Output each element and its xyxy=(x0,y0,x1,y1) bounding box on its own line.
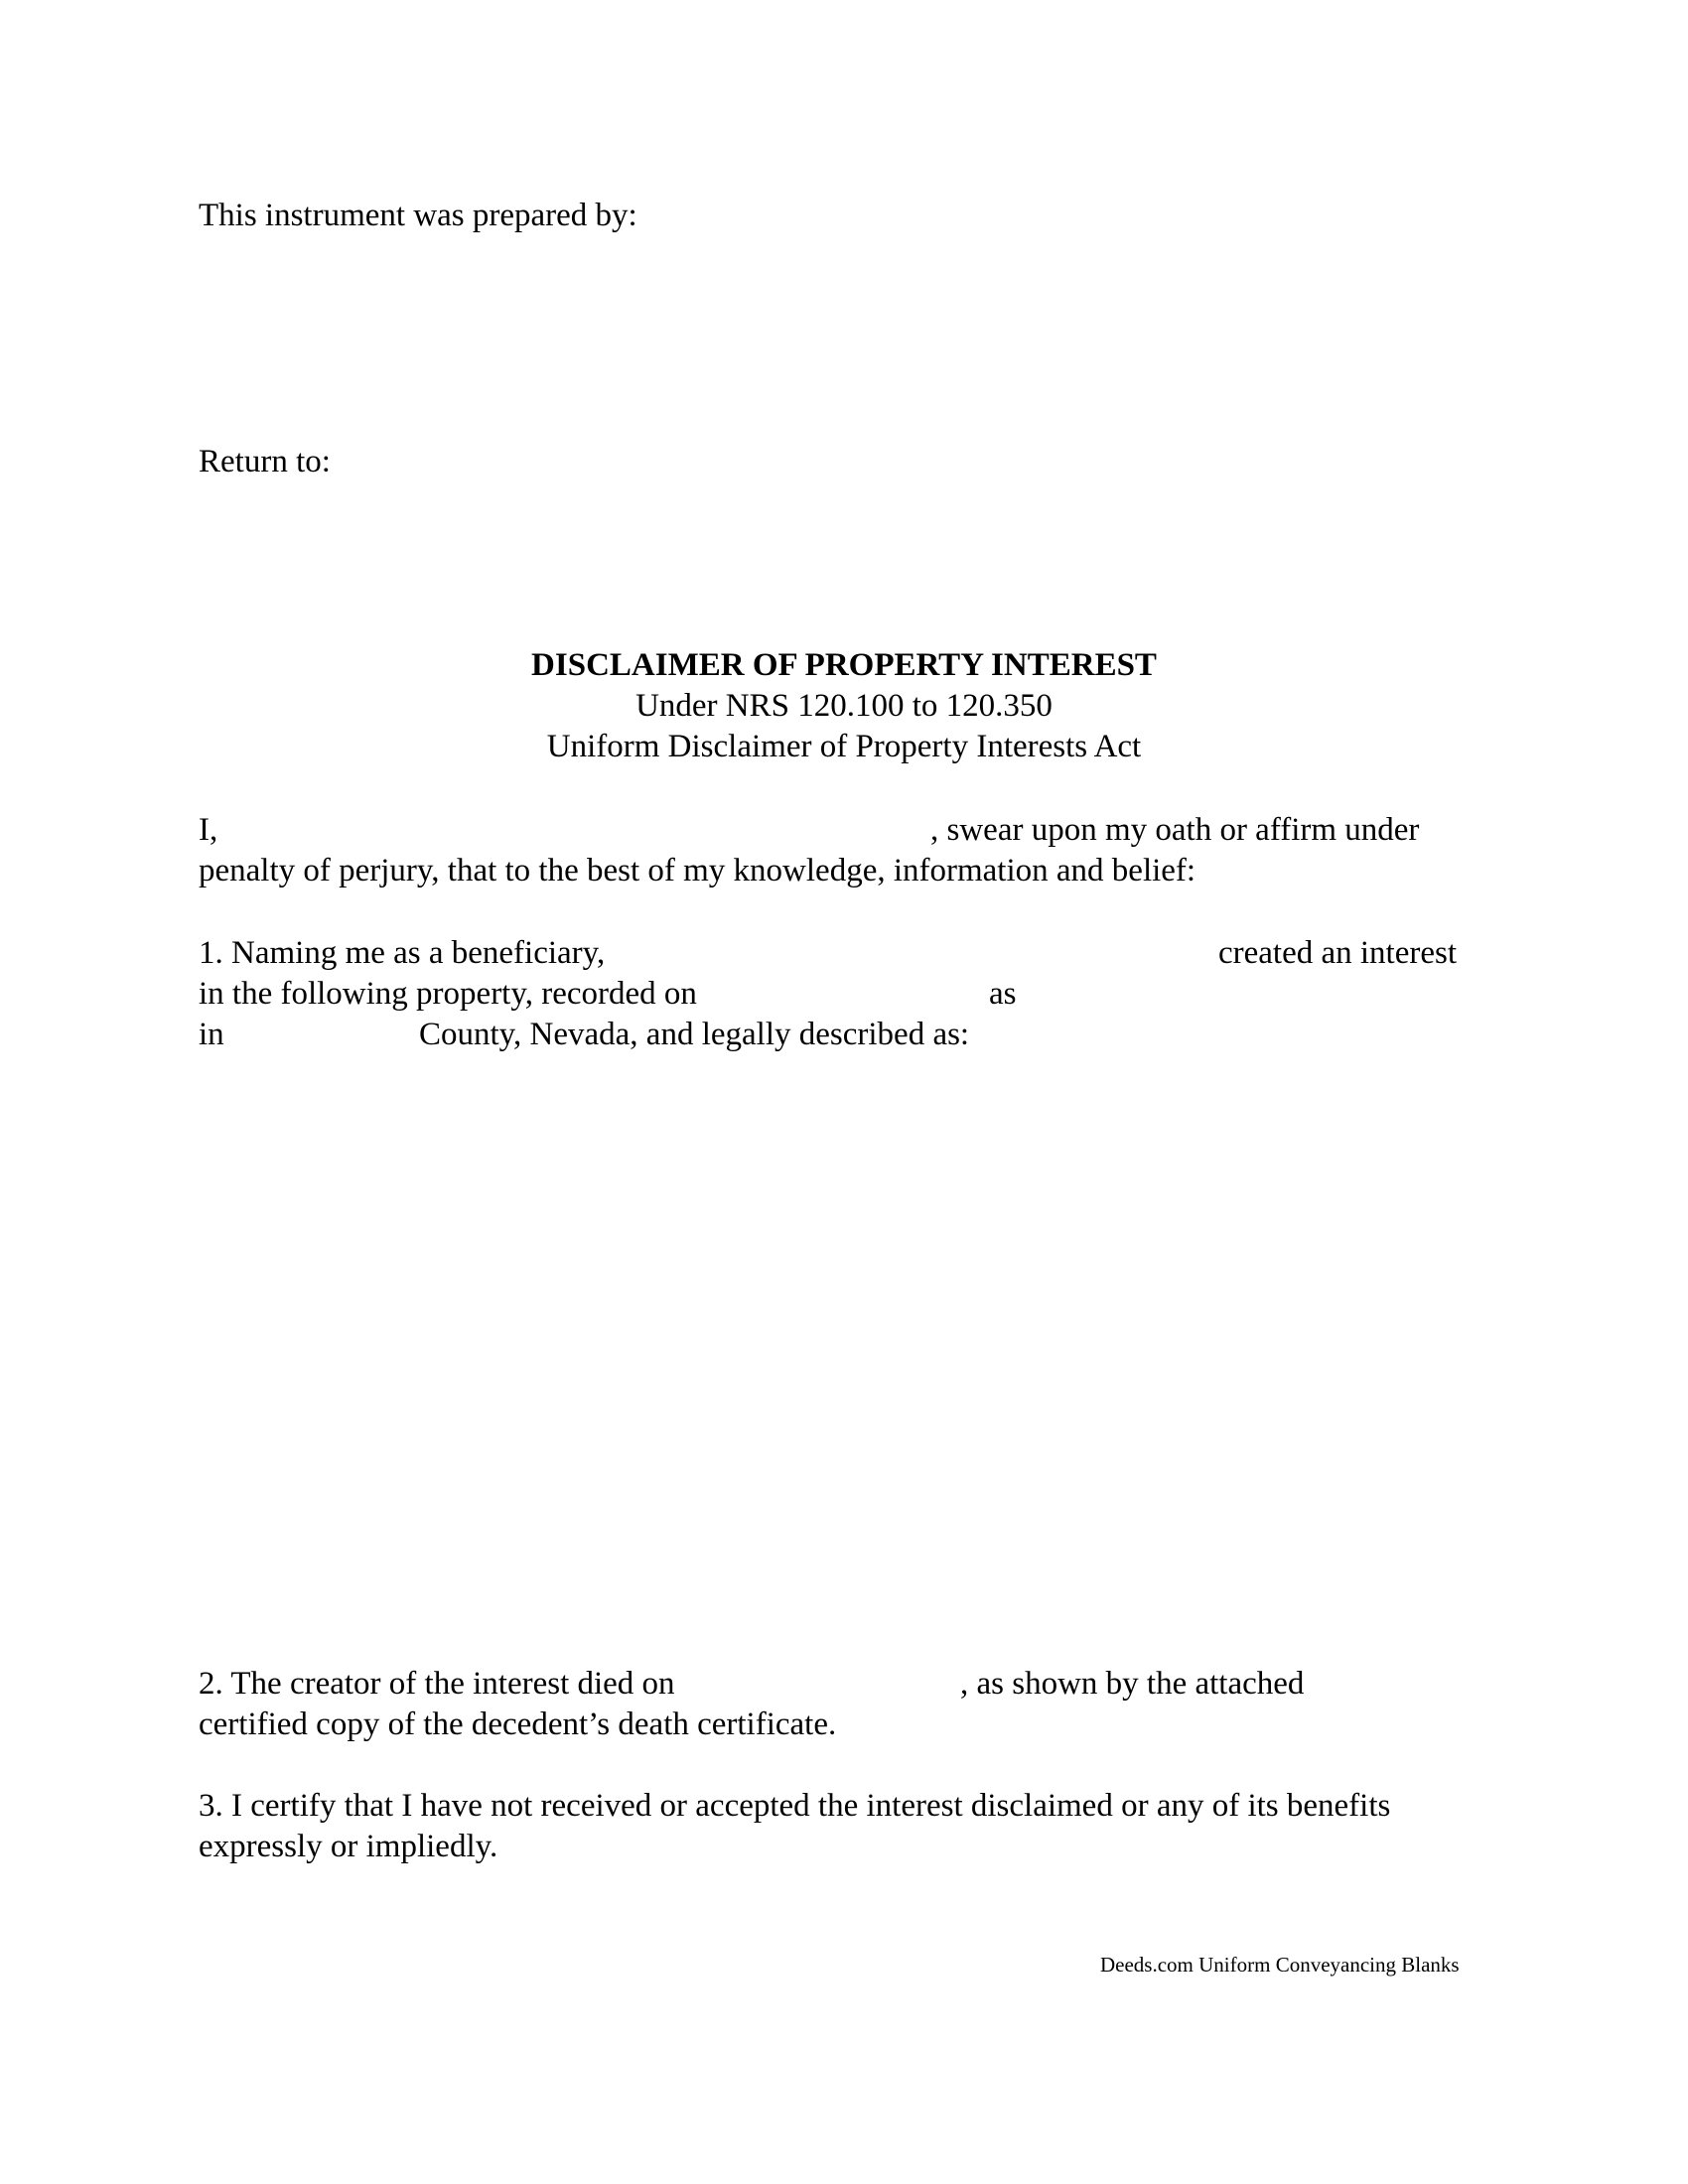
footer-text: Deeds.com Uniform Conveyancing Blanks xyxy=(1100,1953,1460,1977)
item2-attached-text: , as shown by the attached xyxy=(960,1666,1305,1702)
oath-line-2: penalty of perjury, that to the best of my knowledge, information and belief: xyxy=(199,853,1196,888)
item3-line-2: expressly or impliedly. xyxy=(199,1829,498,1864)
prepared-by-label: This instrument was prepared by: xyxy=(199,198,637,233)
document-title: DISCLAIMER OF PROPERTY INTEREST xyxy=(531,647,1157,683)
item1-as-text: as xyxy=(989,976,1017,1012)
statute-subtitle: Under NRS 120.100 to 120.350 xyxy=(635,688,1053,724)
oath-prefix: I, xyxy=(199,812,218,848)
item2-died-on-text: 2. The creator of the interest died on xyxy=(199,1666,675,1702)
item1-beneficiary-text: 1. Naming me as a beneficiary, xyxy=(199,935,606,971)
item2-line-2: certified copy of the decedent’s death certificate. xyxy=(199,1706,837,1742)
item1-county-text: County, Nevada, and legally described as: xyxy=(419,1017,970,1052)
item1-created-interest-text: created an interest xyxy=(1218,935,1458,971)
act-subtitle: Uniform Disclaimer of Property Interests Act xyxy=(546,729,1142,764)
item3-line-1: 3. I certify that I have not received or accepted the interest disclaimed or any of its benefits xyxy=(199,1788,1391,1824)
oath-suffix: , swear upon my oath or affirm under xyxy=(930,812,1420,848)
item1-recorded-on-text: in the following property, recorded on xyxy=(199,976,697,1012)
return-to-label: Return to: xyxy=(199,444,331,479)
item1-in-text: in xyxy=(199,1017,224,1052)
